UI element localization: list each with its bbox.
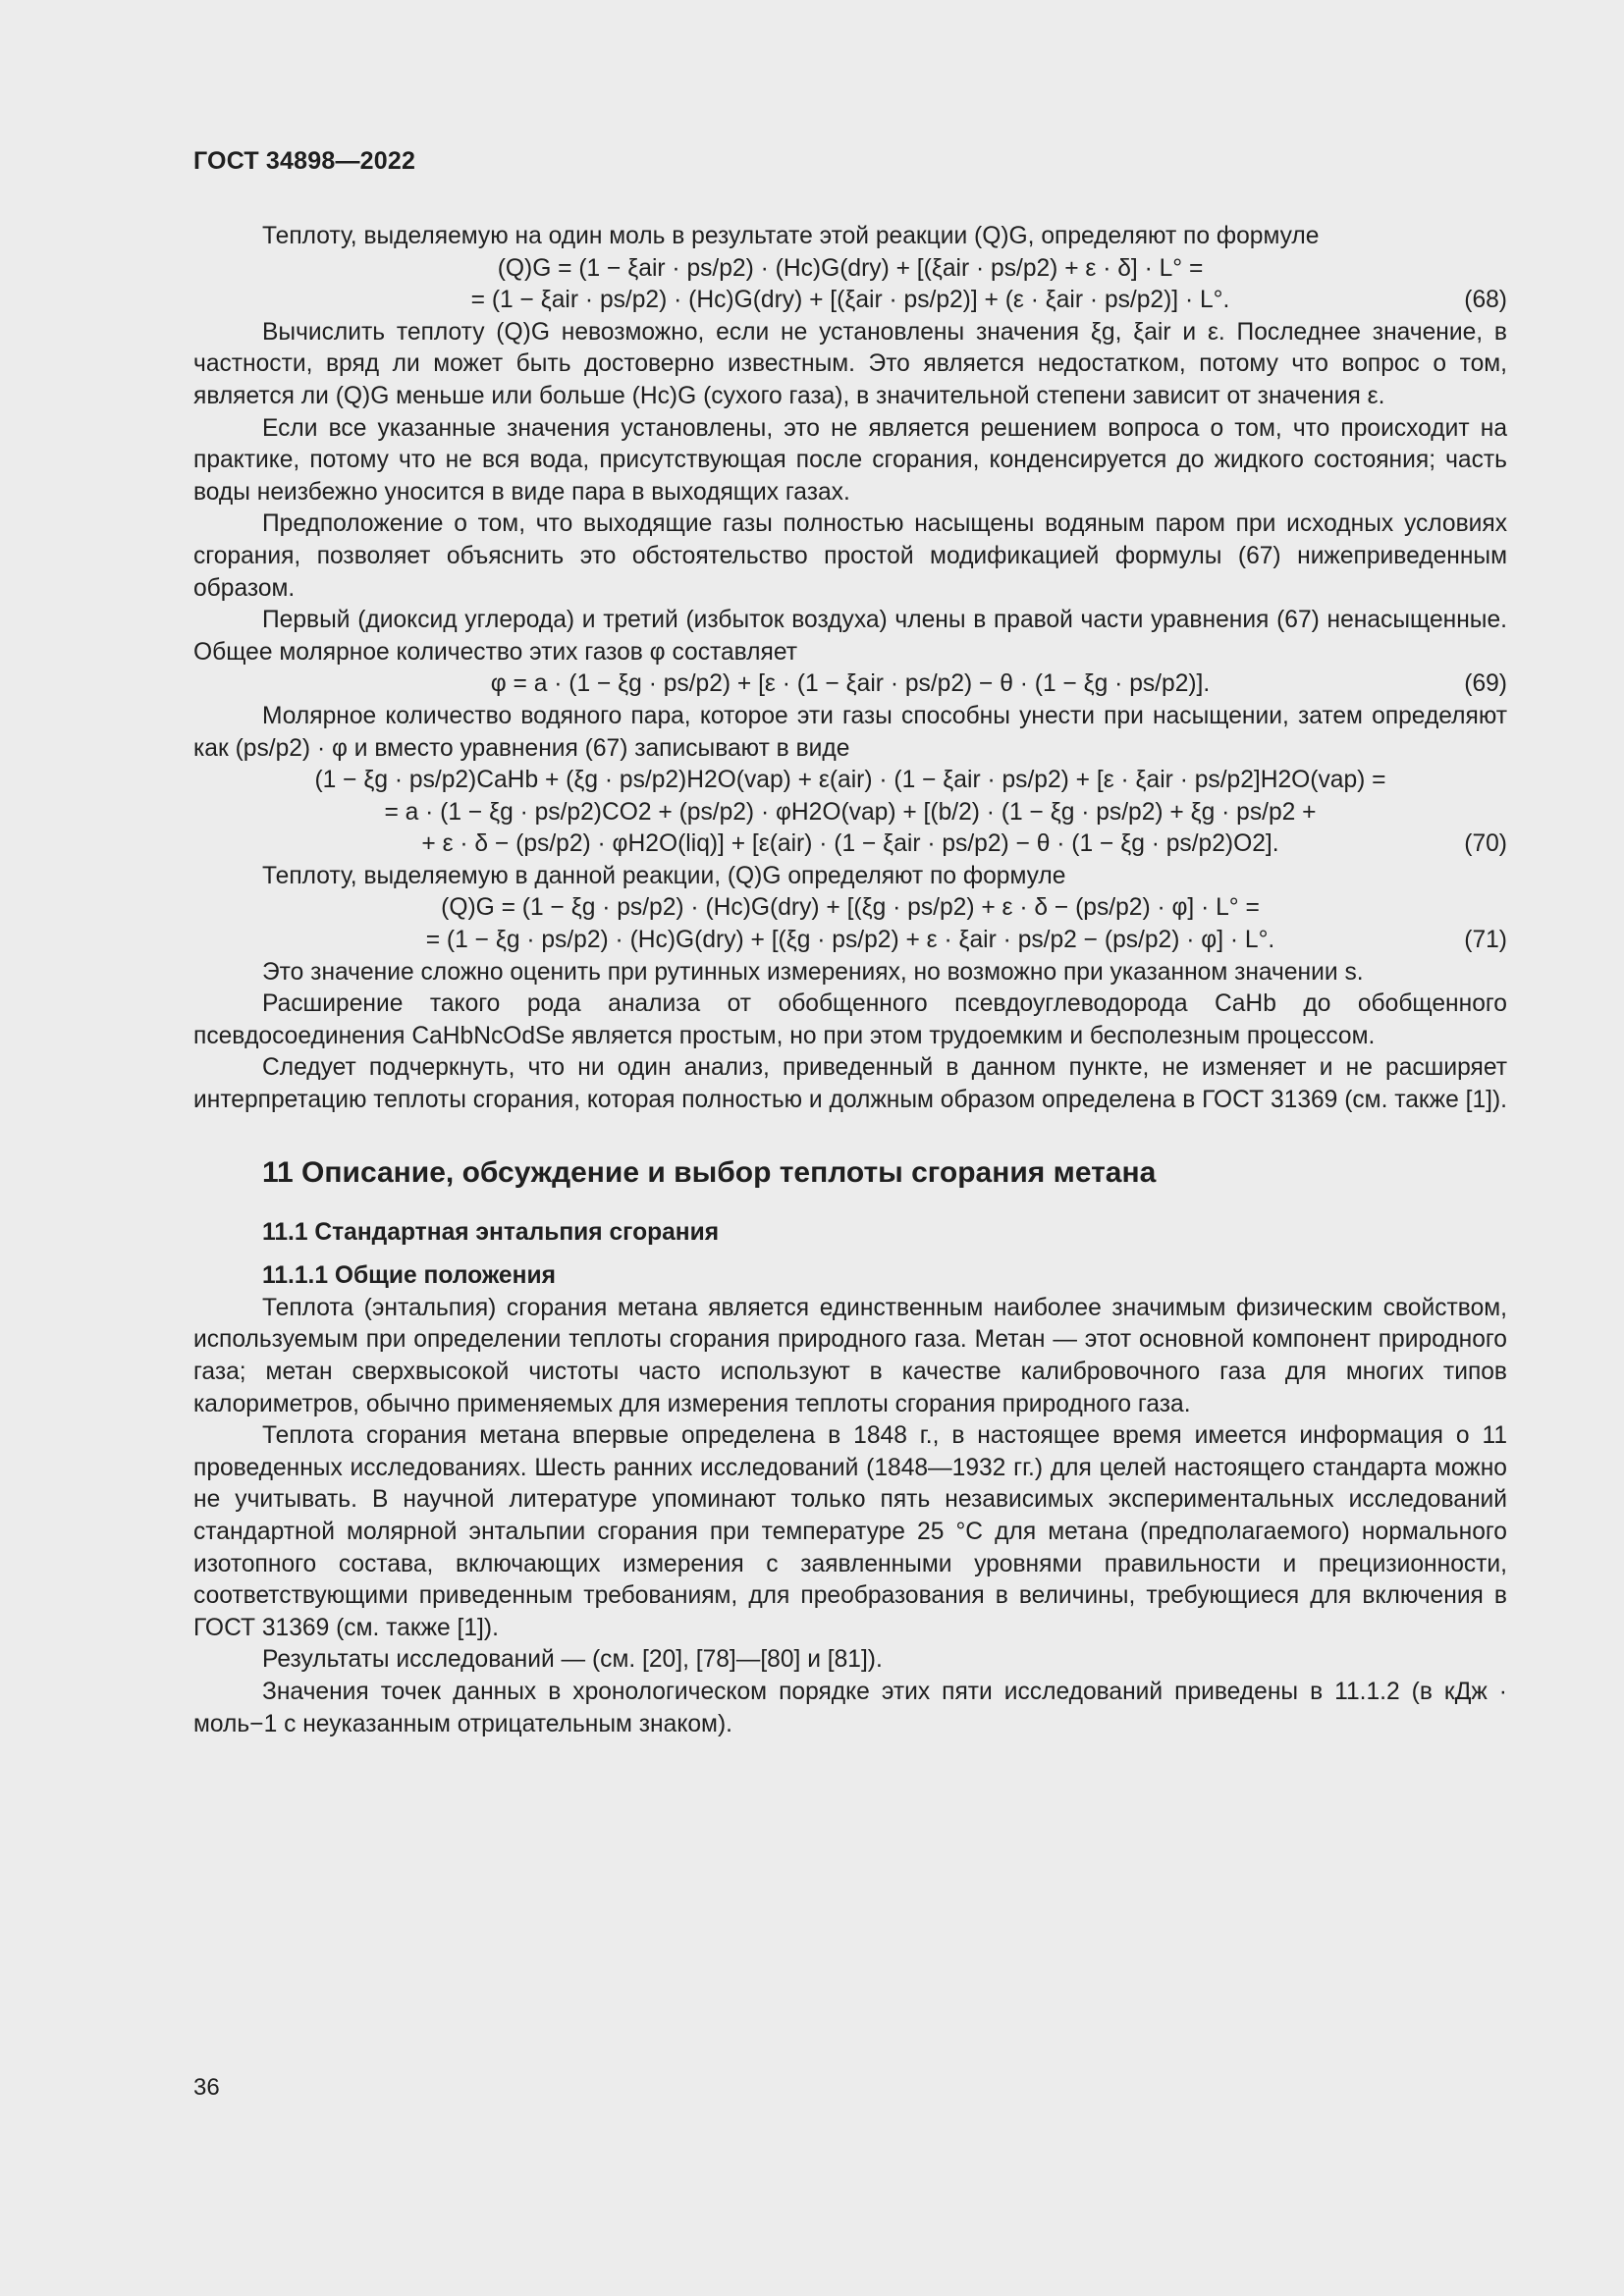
document-body bbox=[193, 221, 1507, 1740]
paragraph-heat-reaction: Теплоту, выделяемую в данной реакции, (Q)G определяют по формуле bbox=[262, 862, 1066, 889]
subsection-heading-11-1: 11.1 Стандартная энтальпия сгорания bbox=[262, 1218, 720, 1246]
paragraph-molar: Молярное количество водяного пара, которое эти газы способны унести при насыщении, затем определяют как (ps/p2) · φ и вместо уравнения (67) записывают в виде bbox=[193, 702, 1507, 762]
formula-70-line-2: = a · (1 − ξg · ps/p2)CO2 + (ps/p2) · φH2O(vap) + [(b/2) · (1 − ξg · ps/p2) + ξg · ps/p2 + bbox=[384, 798, 1317, 826]
paragraph-first-third: Первый (диоксид углерода) и третий (избыток воздуха) члены в правой части уравнения (67) ненасыщенные. Общее молярное количество этих газов φ составляет bbox=[193, 607, 1507, 666]
paragraph-if-all: Если все указанные значения установлены, это не является решением вопроса о том, что происходит на практике, потому что не вся вода, присутствующая после сгорания, конденсируется до жидкого состояния; часть воды неизбежно уносится в виде пара в выходящих газах. bbox=[193, 414, 1507, 506]
paragraph-emphasize: Следует подчеркнуть, что ни один анализ, приведенный в данном пункте, не изменяет и не расширяет интерпретацию теплоты сгорания, которая полностью и должным образом определена в ГОСТ 31369 (см. также [1]). bbox=[193, 1054, 1508, 1114]
document-header: ГОСТ 34898—2022 bbox=[193, 147, 416, 175]
formula-70 bbox=[193, 765, 1507, 861]
paragraph-enthalpy: Теплота (энтальпия) сгорания метана является единственным наиболее значимым физическим свойством, используемым при определении теплоты сгорания природного газа. Метан — этот основной компонент природного газа; метан сверхвысокой чистоты часто используют в качестве калибровочного газа для многих типов калориметров, обычно применяемых для измерения теплоты сгорания природного газа. bbox=[193, 1294, 1507, 1417]
formula-70-line-1: (1 − ξg · ps/p2)CaHb + (ξg · ps/p2)H2O(vap) + ε(air) · (1 − ξair · ps/p2) + [ε · ξair · ps/p2]H2O(vap) = bbox=[314, 767, 1386, 794]
paragraph-assumption: Предположение о том, что выходящие газы полностью насыщены водяным паром при исходных условиях сгорания, позволяет объяснить это обстоятельство простой модификацией формулы (67) нижеприведенным образом. bbox=[193, 510, 1507, 602]
formula-69 bbox=[193, 668, 1507, 701]
formula-71-line-2: = (1 − ξg · ps/p2) · (Hc)G(dry) + [(ξg · ps/p2) + ε · ξair · ps/p2 − (ps/p2) · φ] · L°. bbox=[425, 927, 1275, 954]
formula-number-71: (71) bbox=[1464, 927, 1507, 954]
formula-number-70: (70) bbox=[1464, 830, 1507, 858]
page-number: 36 bbox=[193, 2074, 220, 2101]
paragraph-values: Значения точек данных в хронологическом порядке этих пяти исследований приведены в 11.1.2 (в кДж · моль−1 с неуказанным отрицательным знаком). bbox=[193, 1678, 1507, 1737]
formula-71-line-1: (Q)G = (1 − ξg · ps/p2) · (Hc)G(dry) + [(ξg · ps/p2) + ε · δ − (ps/p2) · φ] · L° = bbox=[441, 894, 1260, 922]
formula-68-line-1: (Q)G = (1 − ξair · ps/p2) · (Hc)G(dry) + [(ξair · ps/p2) + ε · δ] · L° = bbox=[497, 254, 1204, 282]
formula-number-69: (69) bbox=[1464, 670, 1507, 698]
subsection-heading-11-1-1: 11.1.1 Общие положения bbox=[262, 1262, 556, 1290]
section-heading-11: 11 Описание, обсуждение и выбор теплоты сгорания метана bbox=[262, 1155, 1157, 1189]
formula-70-line-3: + ε · δ − (ps/p2) · φH2O(liq)] + [ε(air) · (1 − ξair · ps/p2) − θ · (1 − ξg · ps/p2)O2]. bbox=[421, 830, 1279, 858]
paragraph-results: Результаты исследований — (см. [20], [78]—[80] и [81]). bbox=[262, 1646, 883, 1674]
paragraph-history: Теплота сгорания метана впервые определена в 1848 г., в настоящее время имеется информация о 11 проведенных исследованиях. Шесть ранних исследований (1848—1932 гг.) для целей настоящего стандарта можно не учитывать. В научной литературе упоминают только пять независимых экспериментальных исследований стандартной молярной энтальпии сгорания при температуре 25 °С для метана (предполагаемого) нормального изотопного состава, включающих измерения с заявленными уровнями правильности и прецизионности, соответствующими приведенным требованиям, для преобразования в величины, требующиеся для включения в ГОСТ 31369 (см. также [1]). bbox=[193, 1422, 1507, 1641]
paragraph-heat-intro: Теплоту, выделяемую на один моль в результате этой реакции (Q)G, определяют по формуле bbox=[262, 223, 1320, 249]
formula-number-68: (68) bbox=[1464, 287, 1507, 314]
paragraph-extension: Расширение такого рода анализа от обобщенного псевдоуглеводорода CaHb до обобщенного псевдосоединения CaHbNcOdSe является простым, но при этом трудоемким и бесполезным процессом. bbox=[193, 990, 1507, 1049]
paragraph-impossible: Вычислить теплоту (Q)G невозможно, если не установлены значения ξg, ξair и ε. Последнее значение, в частности, вряд ли может быть достоверно известным. Это является недостатком, потому что вопрос о том, является ли (Q)G меньше или больше (Hc)G (сухого газа), в значительной степени зависит от значения ε. bbox=[193, 318, 1507, 409]
formula-68-line-2: = (1 − ξair · ps/p2) · (Hc)G(dry) + [(ξair · ps/p2)] + (ε · ξair · ps/p2)] · L°. bbox=[470, 287, 1230, 314]
formula-71 bbox=[193, 892, 1507, 956]
formula-69-line-1: φ = a · (1 − ξg · ps/p2) + [ε · (1 − ξair · ps/p2) − θ · (1 − ξg · ps/p2)]. bbox=[490, 670, 1211, 698]
formula-68 bbox=[193, 253, 1507, 317]
paragraph-value-hard: Это значение сложно оценить при рутинных измерениях, но возможно при указанном значении s. bbox=[262, 958, 1364, 986]
